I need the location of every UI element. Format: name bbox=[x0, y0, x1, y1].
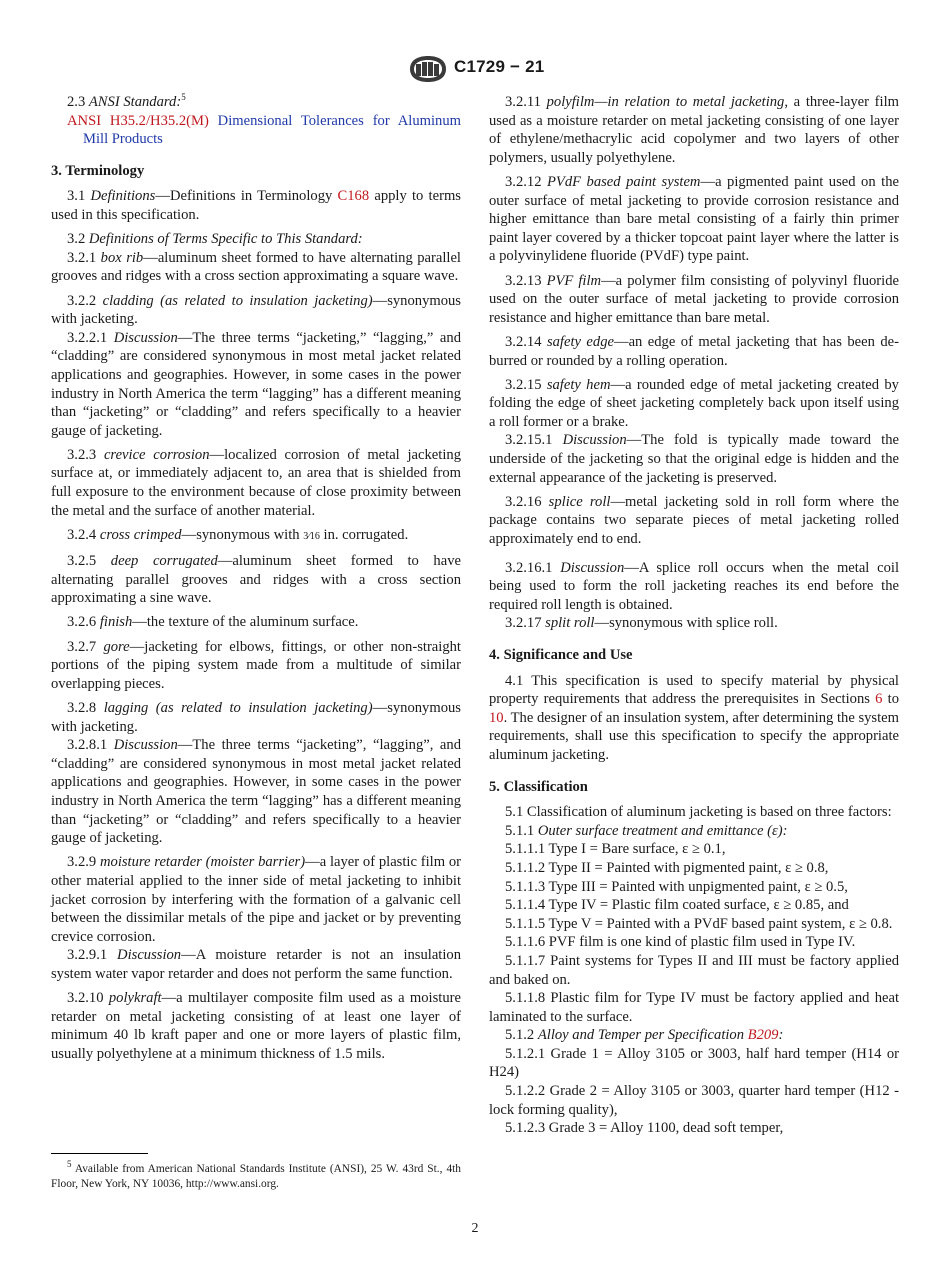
section-5-1-2-3: 5.1.2.3 Grade 3 = Alloy 1100, dead soft temper, bbox=[505, 1120, 784, 1137]
ansi-title-link[interactable]: Dimensional Tolerances for Aluminum Mill Products bbox=[83, 112, 461, 148]
section-5-1-1-6: 5.1.1.6 PVF film is one kind of plastic film used in Type IV. bbox=[505, 934, 856, 951]
section-5-1-2-1: 5.1.2.1 Grade 1 = Alloy 3105 or 3003, half hard temper (H14 or H24) bbox=[489, 1045, 899, 1081]
section-3-2-17: 3.2.17 split roll—synonymous with splice roll. bbox=[505, 615, 778, 632]
section-5-1: 5.1 Classification of aluminum jacketing is based on three factors: bbox=[505, 804, 892, 821]
section-5-1-1-7: 5.1.1.7 Paint systems for Types II and III must be factory applied and baked on. bbox=[489, 952, 899, 988]
section-5-1-1-3: 5.1.1.3 Type III = Painted with unpigmented paint, ε ≥ 0.5, bbox=[505, 878, 848, 895]
section-heading-classification: 5. Classification bbox=[489, 778, 588, 795]
section-3-2-9-1: 3.2.9.1 Discussion—A moisture retarder is not an insulation system water vapor retarder and does not perform the same function. bbox=[51, 947, 462, 982]
footnote-divider bbox=[51, 1153, 148, 1154]
section-2-3: 2.3 ANSI Standard:$^5$ bbox=[67, 92, 186, 110]
section-heading-terminology: 3. Terminology bbox=[51, 162, 145, 179]
document-id: C1729 − 21 bbox=[454, 57, 545, 76]
section-3-2-1: 3.2.1 box rib—aluminum sheet formed to have alternating parallel grooves and ridges with a cross section approximating a square wave. bbox=[51, 249, 461, 285]
right-column bbox=[489, 93, 899, 1138]
section-3-2-7: 3.2.7 gore—jacketing for elbows, fittings, or other non-straight portions of the piping system made from a multitude of similar overlapping pieces. bbox=[51, 638, 461, 692]
section-5-1-2-2: 5.1.2.2 Grade 2 = Alloy 3105 or 3003, quarter hard temper (H12 - lock forming quality), bbox=[489, 1083, 899, 1118]
section-3-2-6: 3.2.6 finish—the texture of the aluminum surface. bbox=[67, 614, 359, 631]
b209-link[interactable]: B209 bbox=[747, 1027, 779, 1044]
section-3-2-16-1: 3.2.16.1 Discussion—A splice roll occurs when the metal coil being used to form the roll jacketing reaches its end before the required roll length is obtained. bbox=[489, 559, 900, 613]
section-3-2-2-1: 3.2.2.1 Discussion—The three terms “jacketing,” “lagging,” and “cladding” are considered synonymous in most metal jacket related applications and geographies. However, in some cases in the power industry in North America the term “lagging” has a different meaning than “jacketing” or “cladding” and refers specifically to a heavier gauge of jacketing. bbox=[51, 329, 462, 439]
section-5-1-1: 5.1.1 Outer surface treatment and emittance (ε): bbox=[505, 822, 788, 839]
page-number: 2 bbox=[471, 1221, 479, 1236]
section-3-2-11: 3.2.11 polyfilm—in relation to metal jacketing, a three-layer film used as a moisture retarder on metal jacketing consisting of one layer of ethylene/methacrylic acid copolymer and two layers of other polymers, usually polyethylene. bbox=[489, 94, 899, 166]
section-3-2-15: 3.2.15 safety hem—a rounded edge of metal jacketing created by folding the edge of sheet jacketing completely back upon itself using a roll former or a brake. bbox=[489, 376, 899, 430]
section-3-2-3: 3.2.3 crevice corrosion—localized corrosion of metal jacketing surface at, or immediately adjacent to, an area that is shielded from full exposure to the environment because of close proximity between the metal and the surface of another material. bbox=[51, 446, 461, 519]
section-3-1: 3.1 Definitions—Definitions in Terminology C168 apply to terms used in this specification. bbox=[51, 188, 461, 223]
section-3-2: 3.2 Definitions of Terms Specific to This Standard: bbox=[67, 231, 363, 248]
section-6-link[interactable]: 6 bbox=[875, 691, 883, 708]
section-4-1: 4.1 This specification is used to specify material by physical property requirements that address the prerequisites in Sections 6 to 10. The designer of an insulation system, after determining the system requirements, shall use this specification to specify the appropriate aluminum jacketing. bbox=[489, 672, 899, 763]
section-5-1-1-1: 5.1.1.1 Type I = Bare surface, ε ≥ 0.1, bbox=[505, 841, 726, 858]
astm-logo-icon bbox=[408, 55, 448, 83]
section-3-2-15-1: 3.2.15.1 Discussion—The fold is typically made toward the underside of the jacketing so that the original edge is hidden and the external appearance of the jacketing is preserved. bbox=[489, 432, 900, 486]
section-3-2-13: 3.2.13 PVF film—a polymer film consisting of polyvinyl fluoride used on the outer surface of metal jacketing to provide corrosion resistance and higher emittance than bare metal. bbox=[489, 272, 899, 326]
section-5-1-1-5: 5.1.1.5 Type V = Painted with a PVdF based paint system, ε ≥ 0.8. bbox=[505, 915, 893, 932]
section-3-2-16: 3.2.16 splice roll—metal jacketing sold in roll form where the package contains two separate pieces of metal jacketing rolled approximately end to end. bbox=[489, 493, 899, 548]
section-3-2-9: 3.2.9 moisture retarder (moister barrier)—a layer of plastic film or other material applied to the inner side of metal jacketing to inhibit jacket corrosion by interfering with the formation of a galvanic cell between the dissimilar metals of the pipe and jacket or by preventing crevice corrosion. bbox=[51, 854, 461, 945]
footnote-mark: 5 bbox=[67, 1159, 72, 1170]
section-3-2-10: 3.2.10 polykraft—a multilayer composite film used as a moisture retarder on metal jacketing consisting of at least one layer of minimum 40 lb kraft paper and one or more layers of plastic film, usually polyethylene at a minimum thickness of 1.5 mils. bbox=[51, 990, 461, 1062]
left-column bbox=[51, 93, 461, 1069]
section-3-2-2: 3.2.2 cladding (as related to insulation jacketing)—synonymous with jacketing. bbox=[51, 292, 461, 328]
footnote-text: Available from American National Standards Institute (ANSI), 25 W. 43rd St., 4th Floor, New York, NY 10036, http://www.ansi.org. bbox=[51, 1163, 461, 1191]
section-3-2-8: 3.2.8 lagging (as related to insulation jacketing)—synonymous with jacketing. bbox=[51, 699, 461, 735]
section-5-1-1-2: 5.1.1.2 Type II = Painted with pigmented paint, ε ≥ 0.8, bbox=[505, 859, 829, 876]
c168-link[interactable]: C168 bbox=[337, 188, 370, 205]
section-3-2-12: 3.2.12 PVdF based paint system—a pigmented paint used on the outer surface of metal jacketing to provide corrosion resistance and higher emittance than bare metal consisting of a fairly thin primer paint layer covered by a thicker topcoat paint layer where the latter is a polyvinylidene fluoride (PVdF) type paint. bbox=[489, 173, 899, 265]
page-header bbox=[0, 55, 950, 85]
section-5-1-1-8: 5.1.1.8 Plastic film for Type IV must be factory applied and heat laminated to the surface. bbox=[489, 990, 899, 1025]
ansi-code-link[interactable]: ANSI H35.2/H35.2(M) bbox=[67, 112, 209, 129]
section-5-1-2: 5.1.2 Alloy and Temper per Specification B209: bbox=[505, 1027, 784, 1044]
section-5-1-1-4: 5.1.1.4 Type IV = Plastic film coated surface, ε ≥ 0.85, and bbox=[505, 897, 849, 914]
ansi-reference bbox=[51, 112, 461, 149]
section-3-2-8-1: 3.2.8.1 Discussion—The three terms “jacketing”, “lagging”, and “cladding” are considered synonymous in most metal jacket related applications and geographies. However, in some cases in the power industry in North America the term “lagging” has a different meaning than “jacketing” or “cladding” and refers specifically to a heavier gauge of jacketing. bbox=[51, 737, 462, 847]
section-3-2-5: 3.2.5 deep corrugated—aluminum sheet formed to have alternating parallel grooves and ridges with a cross section approximating a sine wave. bbox=[51, 553, 461, 607]
footnote bbox=[51, 1159, 461, 1193]
section-10-link[interactable]: 10 bbox=[489, 709, 504, 726]
section-3-2-4: 3.2.4 cross crimped—synonymous with 3⁄16 in. corrugated. bbox=[67, 526, 409, 543]
section-3-2-14: 3.2.14 safety edge—an edge of metal jacketing that has been de-burred or rounded by a rolling operation. bbox=[489, 333, 899, 369]
section-heading-significance: 4. Significance and Use bbox=[489, 647, 633, 663]
